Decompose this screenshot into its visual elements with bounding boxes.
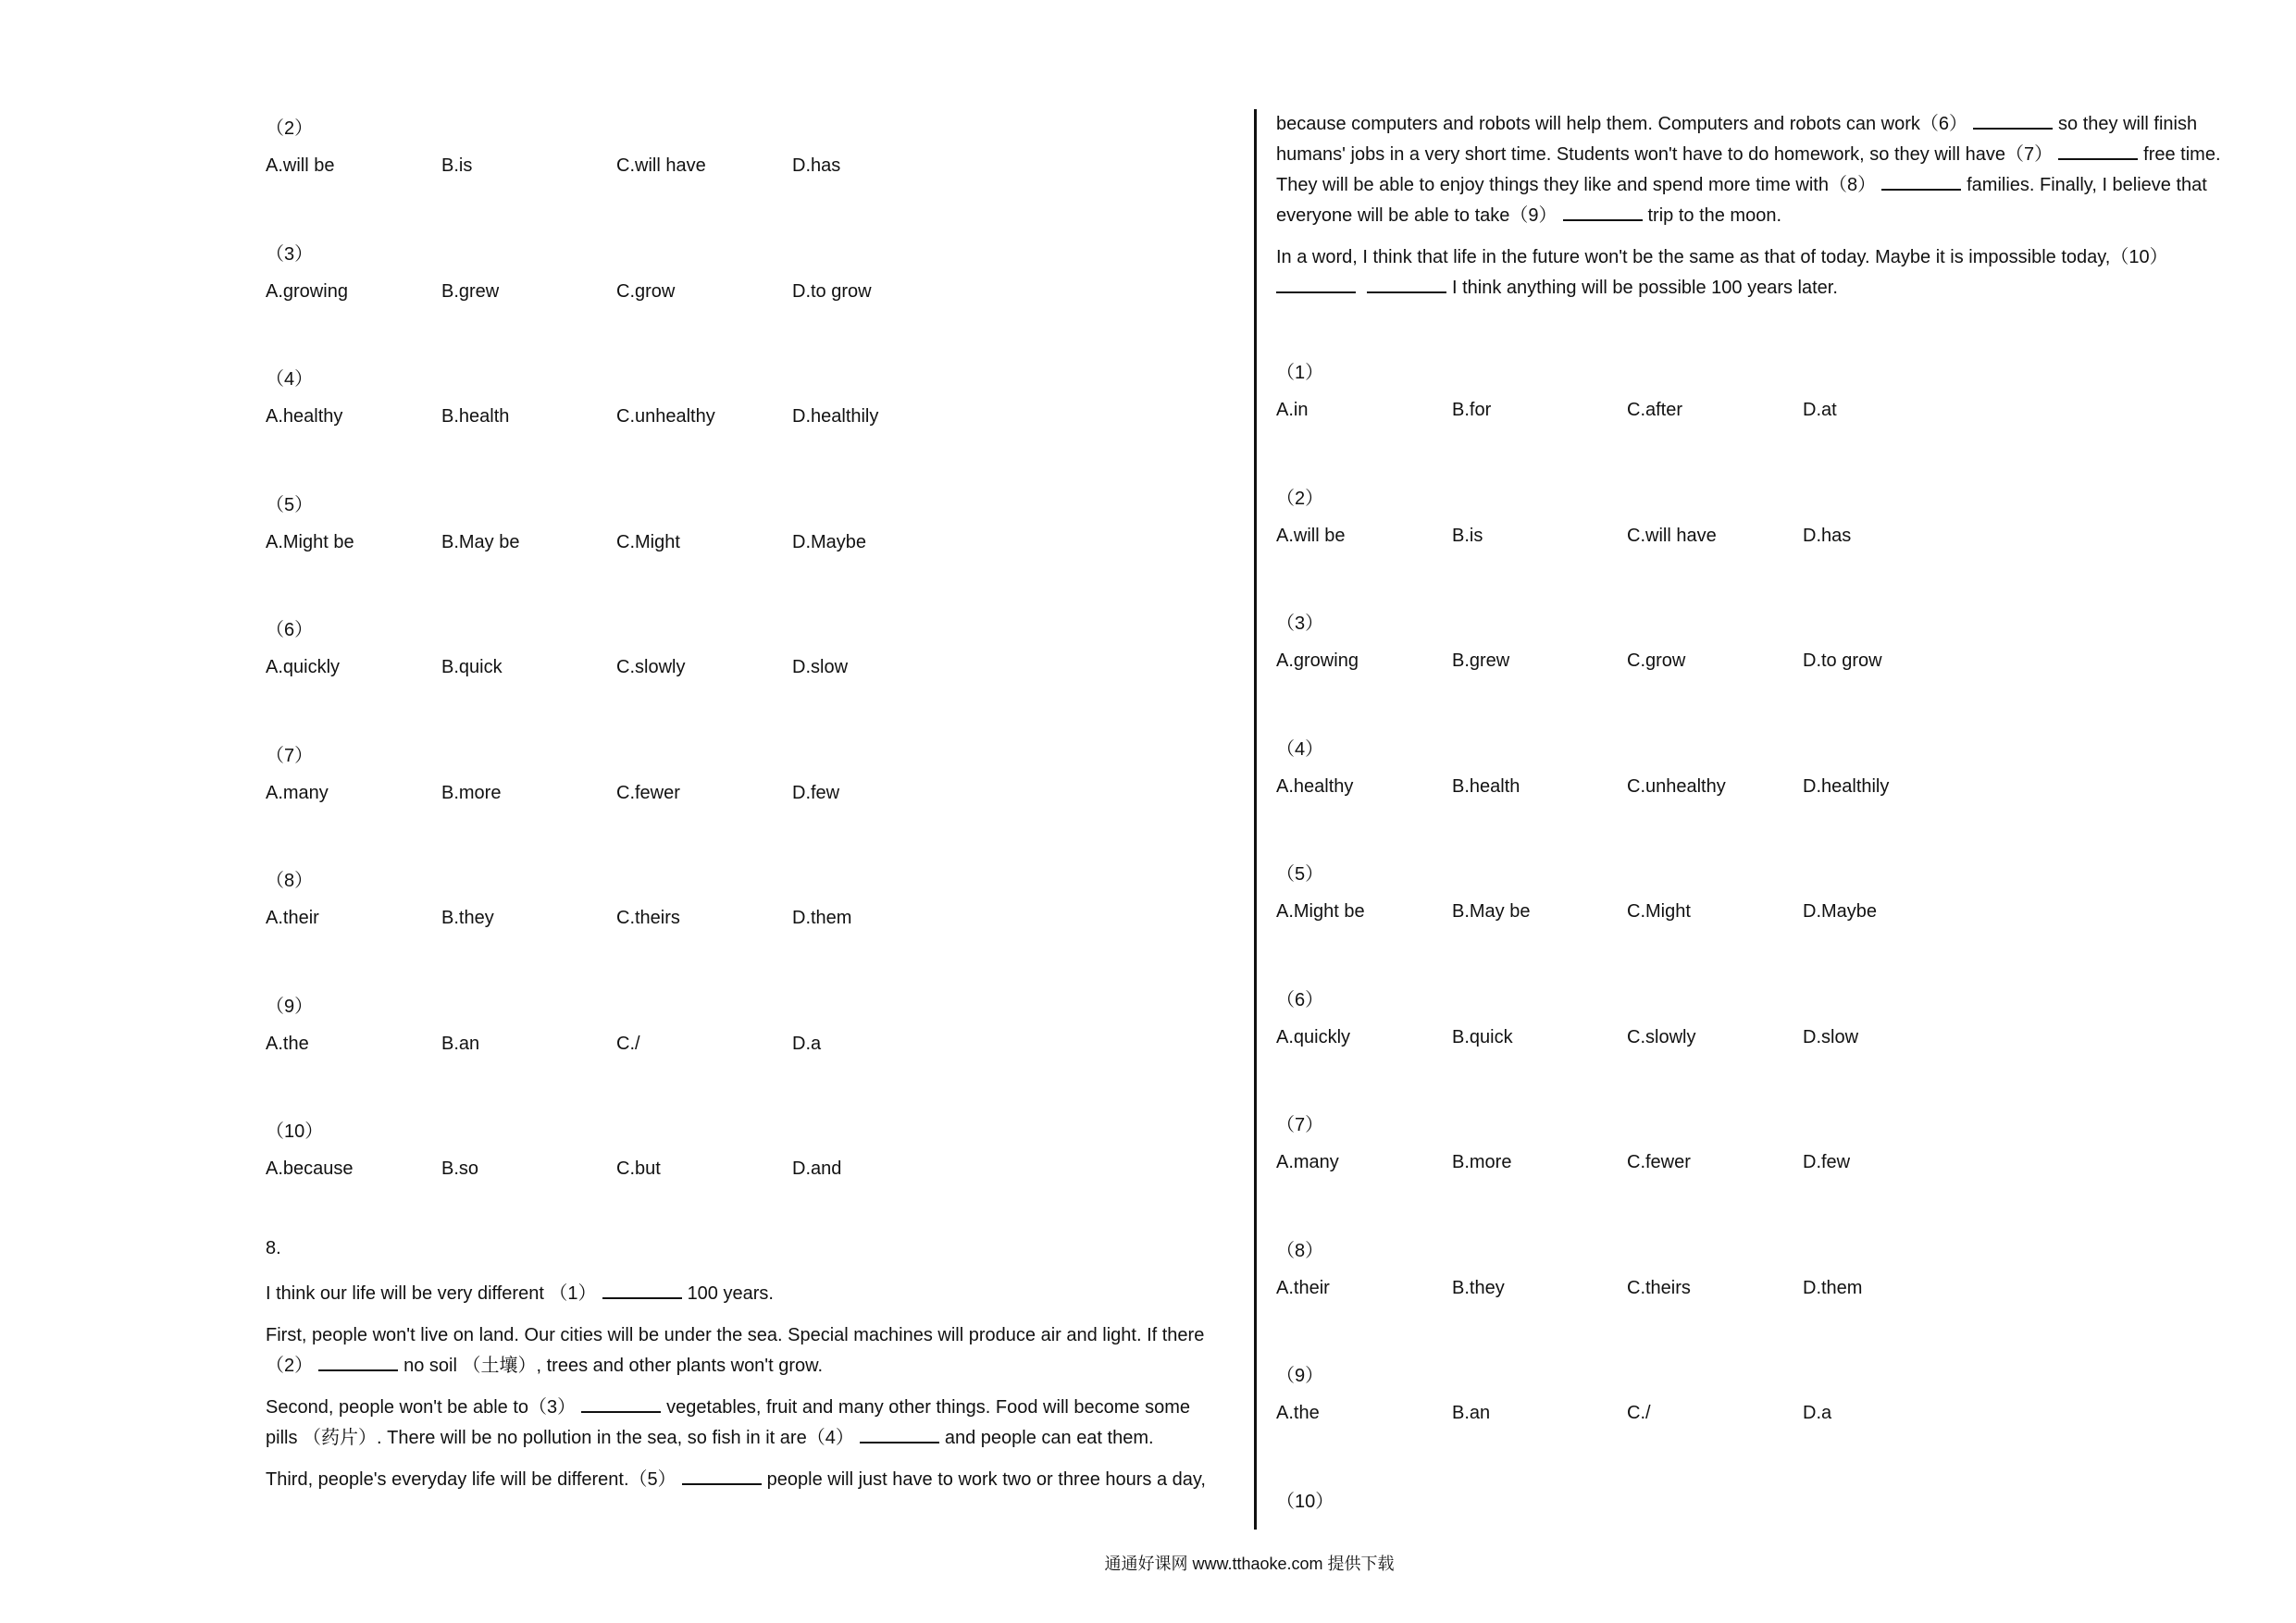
article-text: vegetables, fruit and many other things. Food will become some: [666, 1397, 1191, 1418]
option-c[interactable]: C.theirs: [616, 908, 680, 928]
article-text: （2）: [266, 1356, 314, 1376]
option-d[interactable]: D.slow: [1803, 1026, 1859, 1047]
option-row: [1276, 526, 2109, 551]
option-d[interactable]: D.few: [792, 782, 840, 803]
option-row: [1276, 901, 2109, 927]
option-row: [266, 783, 1098, 809]
option-c[interactable]: C.grow: [1627, 650, 1686, 671]
answer-blank[interactable]: [1881, 172, 1961, 191]
article-text: free time.: [2143, 144, 2221, 165]
option-c[interactable]: C.grow: [616, 280, 676, 302]
option-row: [1276, 1278, 2109, 1304]
option-c[interactable]: C./: [1627, 1403, 1651, 1423]
article-text: 100 years.: [687, 1283, 774, 1304]
article-line: [266, 1393, 1190, 1423]
article-text: Second, people won't be able to（3）: [266, 1397, 577, 1418]
article-text: families. Finally, I believe that: [1967, 175, 2207, 195]
option-row: [266, 657, 1098, 683]
option-b[interactable]: B.grew: [1452, 650, 1510, 671]
option-d[interactable]: D.and: [792, 1158, 842, 1179]
article-line: [1276, 140, 2221, 170]
option-b[interactable]: B.is: [1452, 525, 1483, 546]
option-d[interactable]: D.a: [792, 1033, 822, 1054]
question-number: （9）: [1276, 1366, 1324, 1386]
article-text: so they will finish: [2058, 114, 2198, 134]
article-line: [1276, 170, 2207, 201]
option-c[interactable]: C.will have: [1627, 525, 1717, 546]
answer-blank[interactable]: [860, 1425, 939, 1443]
option-b[interactable]: B.quick: [1452, 1026, 1513, 1047]
question-number: （10）: [1276, 1491, 1334, 1512]
answer-blank[interactable]: [682, 1467, 762, 1485]
question-number: （6）: [1276, 989, 1324, 1010]
article-line: [266, 1320, 1204, 1351]
option-b[interactable]: B.for: [1452, 400, 1492, 420]
option-b[interactable]: B.an: [441, 1033, 480, 1054]
option-d[interactable]: D.them: [1803, 1277, 1863, 1298]
option-a[interactable]: A.because: [266, 1158, 354, 1179]
question-number: （3）: [266, 243, 314, 265]
option-c[interactable]: C.fewer: [616, 782, 680, 803]
article-text: no soil （土壤）, trees and other plants won't grow.: [403, 1356, 824, 1376]
article-line: [266, 1279, 774, 1309]
option-a[interactable]: A.healthy: [1276, 775, 1354, 797]
option-row: [266, 1034, 1098, 1059]
question-number: （7）: [1276, 1115, 1324, 1135]
option-row: [1276, 650, 2109, 676]
option-d[interactable]: D.Maybe: [1803, 901, 1878, 922]
page-footer: 通通好课网 www.tthaoke.com 提供下载: [1104, 1555, 1395, 1573]
option-c[interactable]: C.fewer: [1627, 1152, 1691, 1172]
question-number: （5）: [266, 494, 314, 515]
option-a[interactable]: A.their: [266, 908, 319, 928]
option-c[interactable]: C.but: [616, 1158, 661, 1179]
option-b[interactable]: B.an: [1452, 1403, 1491, 1423]
question-number: （6）: [266, 620, 314, 640]
option-b[interactable]: B.May be: [1452, 901, 1531, 922]
option-row: [1276, 1027, 2109, 1053]
article-text: because computers and robots will help them. Computers and robots can work（6）: [1276, 114, 1968, 134]
option-row: [266, 532, 1098, 558]
article-number: 8.: [266, 1238, 281, 1258]
option-d[interactable]: D.has: [792, 155, 841, 176]
option-a[interactable]: A.quickly: [1276, 1026, 1351, 1047]
article-line: [1276, 201, 1781, 231]
question-number: （2）: [1276, 488, 1324, 509]
option-row: [266, 281, 1098, 307]
question-number: （4）: [266, 369, 314, 390]
option-c[interactable]: C.slowly: [1627, 1026, 1696, 1047]
article-text: everyone will be able to take（9）: [1276, 205, 1558, 226]
option-d[interactable]: D.has: [1803, 525, 1852, 546]
option-b[interactable]: B.health: [1452, 775, 1520, 797]
option-a[interactable]: A.will be: [266, 155, 335, 176]
article-text: I think our life will be very different （1）: [266, 1283, 597, 1304]
option-c[interactable]: C.unhealthy: [616, 406, 715, 427]
option-d[interactable]: D.at: [1803, 400, 1837, 420]
article-text: In a word, I think that life in the future won't be the same as that of today. Maybe it is impossible today,（10）: [1276, 247, 2168, 267]
option-b[interactable]: B.more: [441, 782, 502, 803]
option-a[interactable]: A.healthy: [266, 406, 343, 427]
article-line: [1276, 273, 1838, 304]
option-row: [266, 908, 1098, 934]
option-b[interactable]: B.quick: [441, 657, 503, 677]
option-b[interactable]: B.health: [441, 406, 510, 427]
option-d[interactable]: D.healthily: [792, 406, 879, 427]
option-row: [1276, 776, 2109, 802]
option-b[interactable]: B.grew: [441, 280, 500, 302]
article-line: [1276, 242, 2168, 273]
article-text: trip to the moon.: [1647, 205, 1782, 226]
option-a[interactable]: A.in: [1276, 400, 1309, 420]
option-a[interactable]: A.will be: [1276, 525, 1346, 546]
option-a[interactable]: A.many: [1276, 1152, 1339, 1172]
article-text: I think anything will be possible 100 years later.: [1452, 278, 1838, 298]
article-text: humans' jobs in a very short time. Students won't have to do homework, so they will have（7）: [1276, 144, 2054, 165]
answer-blank[interactable]: [1276, 275, 1356, 293]
article-text: pills （药片）. There will be no pollution in the sea, so fish in it are（4）: [266, 1428, 854, 1448]
option-b[interactable]: B.more: [1452, 1152, 1512, 1172]
question-number: （4）: [1276, 738, 1324, 760]
article-line: [1276, 109, 2197, 140]
question-number: （8）: [266, 871, 314, 891]
article-text: people will just have to work two or three hours a day,: [766, 1469, 1206, 1490]
answer-blank[interactable]: [1367, 275, 1446, 293]
option-a[interactable]: A.the: [266, 1033, 309, 1054]
option-a[interactable]: A.growing: [266, 280, 348, 302]
option-row: [1276, 1152, 2109, 1178]
option-d[interactable]: D.a: [1803, 1403, 1832, 1423]
option-a[interactable]: A.quickly: [266, 657, 341, 677]
question-number: （7）: [266, 745, 314, 766]
answer-blank[interactable]: [1973, 111, 2053, 130]
answer-blank[interactable]: [602, 1281, 682, 1299]
option-a[interactable]: A.Might be: [266, 531, 354, 552]
article-text: They will be able to enjoy things they like and spend more time with（8）: [1276, 175, 1877, 195]
option-b[interactable]: B.so: [441, 1158, 479, 1179]
option-row: [1276, 1403, 2109, 1429]
option-row: [266, 1158, 1098, 1184]
option-c[interactable]: C./: [616, 1033, 640, 1054]
option-d[interactable]: D.few: [1803, 1152, 1851, 1172]
article-text: First, people won't live on land. Our cities will be under the sea. Special machines will produce air and light. If there: [266, 1325, 1205, 1345]
article-line: [266, 1423, 1154, 1454]
option-c[interactable]: C.theirs: [1627, 1277, 1691, 1298]
question-number: （3）: [1276, 613, 1324, 634]
answer-blank[interactable]: [318, 1353, 398, 1371]
option-row: [266, 406, 1098, 432]
option-a[interactable]: A.growing: [1276, 650, 1359, 671]
option-b[interactable]: B.is: [441, 155, 473, 176]
question-number: （2）: [266, 118, 314, 139]
answer-blank[interactable]: [581, 1394, 661, 1413]
article-line: [266, 1351, 823, 1381]
option-b[interactable]: B.May be: [441, 531, 520, 552]
question-number: （1）: [1276, 363, 1324, 383]
option-b[interactable]: B.they: [1452, 1277, 1505, 1298]
option-a[interactable]: A.the: [1276, 1403, 1320, 1423]
option-c[interactable]: C.unhealthy: [1627, 775, 1726, 797]
answer-blank[interactable]: [1563, 203, 1643, 221]
option-d[interactable]: D.healthily: [1803, 775, 1890, 797]
option-row: [266, 155, 1098, 181]
option-d[interactable]: D.to grow: [792, 280, 872, 302]
option-row: [1276, 400, 2109, 426]
option-c[interactable]: C.slowly: [616, 657, 686, 677]
question-number: （8）: [1276, 1240, 1324, 1261]
answer-blank[interactable]: [2058, 142, 2138, 160]
option-a[interactable]: A.many: [266, 782, 329, 803]
column-divider: [1254, 109, 1257, 1530]
option-a[interactable]: A.their: [1276, 1277, 1330, 1298]
question-number: （5）: [1276, 864, 1324, 885]
option-c[interactable]: C.will have: [616, 155, 706, 176]
option-c[interactable]: C.Might: [616, 531, 680, 552]
option-d[interactable]: D.Maybe: [792, 531, 867, 552]
option-a[interactable]: A.Might be: [1276, 901, 1365, 922]
question-number: （9）: [266, 996, 314, 1017]
article-text: and people can eat them.: [944, 1428, 1154, 1448]
option-d[interactable]: D.to grow: [1803, 650, 1882, 671]
article-text: Third, people's everyday life will be different.（5）: [266, 1469, 676, 1490]
option-c[interactable]: C.after: [1627, 400, 1683, 420]
article-line: [266, 1465, 1206, 1495]
option-c[interactable]: C.Might: [1627, 901, 1691, 922]
option-d[interactable]: D.slow: [792, 657, 849, 677]
question-number: （10）: [266, 1121, 324, 1142]
option-b[interactable]: B.they: [441, 908, 494, 928]
option-d[interactable]: D.them: [792, 908, 852, 928]
